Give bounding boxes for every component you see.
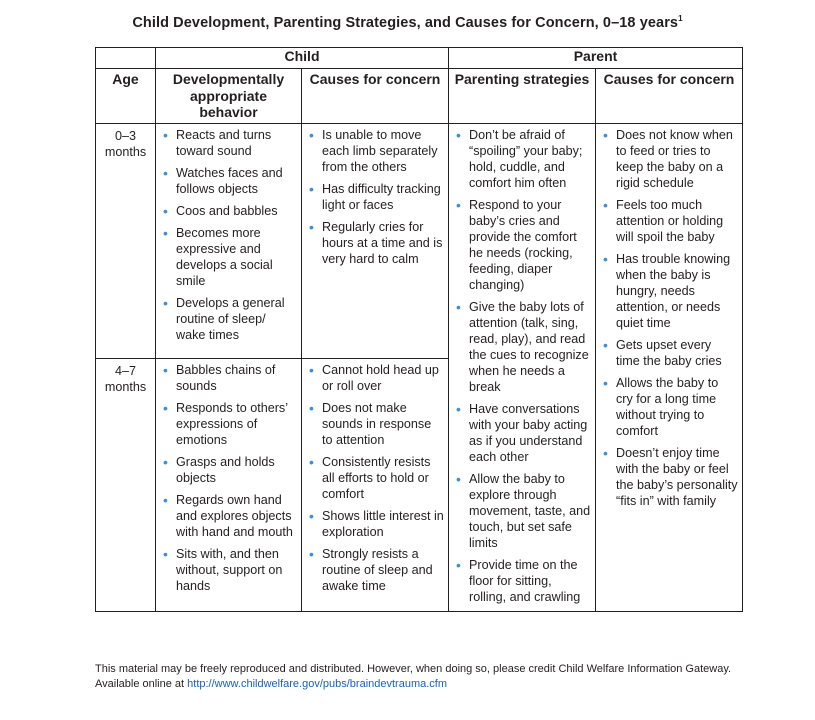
list-item: • Strongly resists a routine of sleep and awake time: [306, 546, 444, 594]
age-cell: 4–7 months: [96, 359, 156, 611]
list-item: • Does not make sounds in response to attention: [306, 400, 444, 448]
behavior-cell: [156, 359, 302, 611]
list-item: • Responds to others’ expressions of emotions: [160, 400, 297, 448]
behavior-header: Developmentally appropriate behavior: [156, 69, 302, 124]
footer-text: This material may be freely reproduced and distributed. However, when doing so, please credit Child Welfare Information Gateway. Available online at: [95, 663, 732, 690]
behavior-list: [160, 127, 297, 343]
list-item: • Don’t be afraid of “spoiling” your baby; hold, cuddle, and comfort him often: [453, 127, 591, 191]
list-item: • Have conversations with your baby acting as if you understand each other: [453, 401, 591, 465]
age-header: Age: [96, 69, 156, 124]
child-concern-list: [306, 127, 444, 267]
footer-credit: [95, 662, 735, 692]
child-group-header: Child: [156, 48, 449, 69]
list-item: • Grasps and holds objects: [160, 454, 297, 486]
parent-concern-cell: [596, 123, 743, 611]
strategies-list: [453, 127, 591, 605]
list-item: • Develops a general routine of sleep/ wake times: [160, 295, 297, 343]
list-item: • Watches faces and follows objects: [160, 165, 297, 197]
list-item: • Cannot hold head up or roll over: [306, 362, 444, 394]
age-group-blank: [96, 48, 156, 69]
list-item: • Babbles chains of sounds: [160, 362, 297, 394]
list-item: • Has difficulty tracking light or faces: [306, 181, 444, 213]
list-item: • Respond to your baby’s cries and provide the comfort he needs (rocking, feeding, diaper changing): [453, 197, 591, 293]
list-item: • Sits with, and then without, support on hands: [160, 546, 297, 594]
development-table: [95, 47, 743, 612]
parent-concern-header: Causes for concern: [596, 69, 743, 124]
child-concern-list: [306, 362, 444, 594]
page-title: [0, 14, 815, 31]
title-text: Child Development, Parenting Strategies, and Causes for Concern, 0–18 years: [132, 14, 679, 31]
list-item: • Regularly cries for hours at a time and is very hard to calm: [306, 219, 444, 267]
list-item: • Is unable to move each limb separately from the others: [306, 127, 444, 175]
list-item: • Consistently resists all efforts to hold or comfort: [306, 454, 444, 502]
age-cell: 0–3 months: [96, 123, 156, 359]
child-concern-header: Causes for concern: [302, 69, 449, 124]
table-row-0-3-months: [96, 123, 743, 359]
list-item: • Doesn’t enjoy time with the baby or feel the baby’s personality “fits in” with family: [600, 445, 738, 509]
footer-link[interactable]: http://www.childwelfare.gov/pubs/braindevtrauma.cfm: [187, 678, 447, 690]
strategies-header: Parenting strategies: [449, 69, 596, 124]
list-item: • Feels too much attention or holding will spoil the baby: [600, 197, 738, 245]
child-concern-cell: [302, 123, 449, 359]
list-item: • Reacts and turns toward sound: [160, 127, 297, 159]
list-item: • Becomes more expressive and develops a social smile: [160, 225, 297, 289]
parent-group-header: Parent: [449, 48, 743, 69]
list-item: • Gets upset every time the baby cries: [600, 337, 738, 369]
list-item: • Coos and babbles: [160, 203, 297, 219]
list-item: • Does not know when to feed or tries to keep the baby on a rigid schedule: [600, 127, 738, 191]
list-item: • Allow the baby to explore through movement, taste, and touch, but set safe limits: [453, 471, 591, 551]
list-item: • Regards own hand and explores objects with hand and mouth: [160, 492, 297, 540]
strategies-cell: [449, 123, 596, 611]
list-item: • Shows little interest in exploration: [306, 508, 444, 540]
list-item: • Give the baby lots of attention (talk, sing, read, play), and read the cues to recognize when he needs a break: [453, 299, 591, 395]
column-header-row: [96, 69, 743, 124]
list-item: • Provide time on the floor for sitting, rolling, and crawling: [453, 557, 591, 605]
list-item: • Has trouble knowing when the baby is hungry, needs attention, or needs quiet time: [600, 251, 738, 331]
behavior-list: [160, 362, 297, 594]
title-footnote-mark: 1: [678, 14, 683, 23]
behavior-cell: [156, 123, 302, 359]
group-header-row: [96, 48, 743, 69]
child-concern-cell: [302, 359, 449, 611]
parent-concern-list: [600, 127, 738, 509]
list-item: • Allows the baby to cry for a long time without trying to comfort: [600, 375, 738, 439]
